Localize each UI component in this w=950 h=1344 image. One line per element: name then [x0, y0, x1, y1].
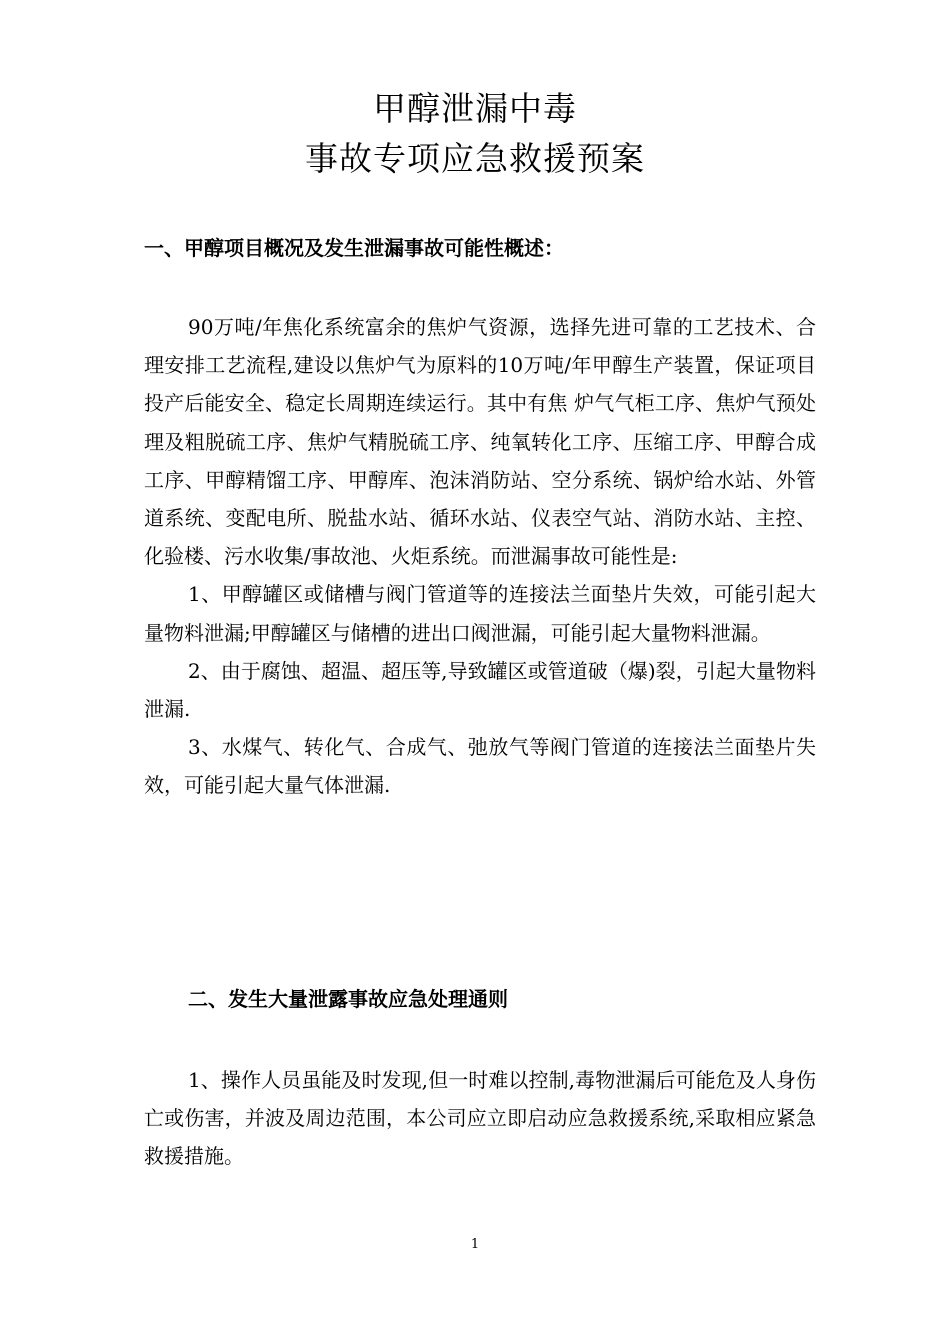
section-1-body — [144, 308, 816, 805]
title-line-2: 事故专项应急救援预案 — [305, 139, 645, 178]
page-number: 1 — [470, 1237, 480, 1252]
paragraph-item-3: 3、水煤气、转化气、合成气、弛放气等阀门管道的连接法兰面垫片失效，可能引起大量气体泄漏. — [144, 735, 816, 798]
document-title — [0, 84, 950, 184]
paragraph-item-1: 1、甲醇罐区或储槽与阀门管道等的连接法兰面垫片失效，可能引起大量物料泄漏;甲醇罐区与储槽的进出口阀泄漏，可能引起大量物料泄漏。 — [144, 582, 816, 645]
paragraph-overview: 90万吨/年焦化系统富余的焦炉气资源，选择先进可靠的工艺技术、合理安排工艺流程,建设以焦炉气为原料的10万吨/年甲醇生产装置，保证项目投产后能安全、稳定长周期连续运行。其中有焦 炉气气柜工序、焦炉气预处理及粗脱硫工序、焦炉气精脱硫工序、纯氧转化工序、压缩工序、甲醇合成工序、甲醇精馏工序、甲醇库、泡沫消防站、空分系统、锅炉给水站、外管道系统、变配电所、脱盐水站、循环水站、仪表空气站、消防水站、主控、化验楼、污水收集/事故池、火炬系统。而泄漏事故可能性是: — [144, 315, 816, 569]
paragraph-principle-1: 1、操作人员虽能及时发现,但一时难以控制,毒物泄漏后可能危及人身伤亡或伤害，并波及周边范围，本公司应立即启动应急救援系统,采取相应紧急救援措施。 — [144, 1068, 816, 1169]
section-2-body — [144, 1061, 816, 1176]
title-line-1: 甲醇泄漏中毒 — [373, 89, 577, 128]
paragraph-item-2: 2、由于腐蚀、超温、超压等,导致罐区或管道破（爆)裂，引起大量物料泄漏. — [144, 658, 816, 722]
section-2-heading: 二、发生大量泄露事故应急处理通则 — [188, 987, 508, 1011]
section-1-heading: 一、甲醇项目概况及发生泄漏事故可能性概述： — [144, 236, 564, 260]
